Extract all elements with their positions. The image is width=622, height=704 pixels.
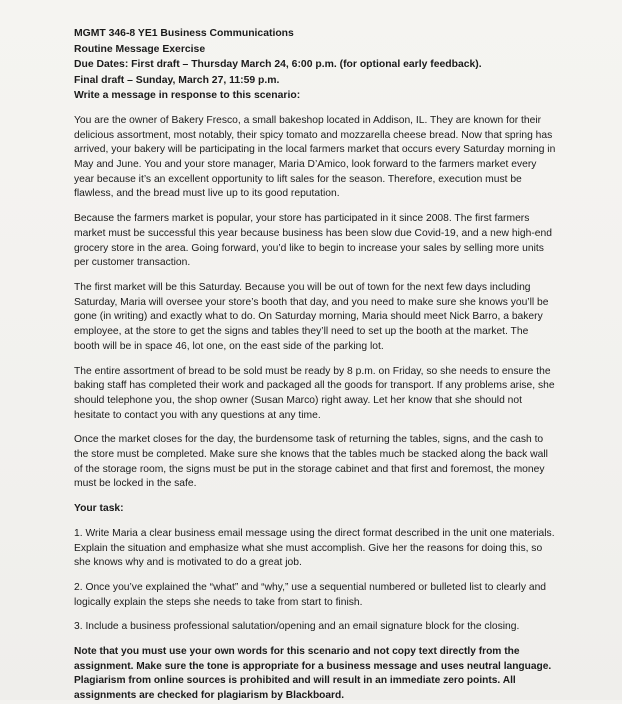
scenario-paragraph-1: You are the owner of Bakery Fresco, a small bakeshop located in Addison, IL. They are known for their delicious assortment, most notably, their spicy tomato and mozzarella cheese bread. Now that spring has arrived, your bakery will be participating in the local farmers market that occurs every Saturday morning in May and June. You and your store manager, Maria D’Amico, look forward to the farmers market every year because it’s an excellent opportunity to lift sales for the season. Therefore, execution must be flawless, and the bread must live up to its good reputation.	[74, 114, 556, 200]
task-section	[74, 502, 556, 704]
scenario-paragraph-3: The first market will be this Saturday. Because you will be out of town for the next few days including Saturday, Maria will oversee your store’s booth that day, and you need to make sure she knows you’ll be gone (in writing) and exactly what to do. On Saturday morning, Maria should meet Nick Barro, a bakery employee, at the store to get the signs and tables they’ll need to set up the booth at the market. The booth will be in space 46, lot one, on the east side of the parking lot.	[74, 282, 549, 352]
scenario-paragraph-2: Because the farmers market is popular, your store has participated in it since 2008. The first farmers market must be successful this year because business has been slow due Covid-19, and a new high-end grocery store in the area. Going forward, you’d like to begin to increase your sales by selling more units per customer transaction.	[74, 213, 552, 269]
plagiarism-note: Note that you must use your own words for this scenario and not copy text directly from the assignment. Make sure the tone is appropriate for a business message and uses neutral language. Plagiarism from online sources is prohibited and will result in an immediate zero points. All assignments are checked for plagiarism by Blackboard.	[74, 646, 552, 702]
task-item-2: 2. Once you’ve explained the “what” and “why,” use a sequential numbered or bulleted list to clearly and logically explain the steps she needs to take from start to finish.	[74, 581, 547, 608]
course-title: MGMT 346-8 YE1 Business Communications	[74, 28, 294, 39]
task-item-1: 1. Write Maria a clear business email message using the direct format described in the unit one materials. Explain the situation and emphasize what she must accomplish. Give her the reasons for doing this, so she knows why and is motivated to do a great job.	[74, 527, 555, 569]
scenario-body	[74, 114, 556, 492]
exercise-title: Routine Message Exercise	[74, 43, 206, 55]
scenario-paragraph-5: Once the market closes for the day, the burdensome task of returning the tables, signs, and the cash to the store must be completed. Make sure she knows that the tables much be stacked along the back wall of the storage room, the signs must be put in the storage cabinet and that first and foremost, the money must be locked in the safe.	[74, 434, 548, 490]
assignment-header	[74, 26, 556, 104]
instruction-line: Write a message in response to this scenario:	[74, 90, 301, 102]
scenario-paragraph-4: The entire assortment of bread to be sold must be ready by 8 p.m. on Friday, so she needs to ensure the baking staff has completed their work and packaged all the goods for transport. If any problems arise, she should telephone you, the shop owner (Susan Marco) right away. Let her know that she should not hesitate to contact you with any questions at any time.	[74, 365, 555, 421]
task-heading: Your task:	[74, 503, 124, 515]
due-date-final-draft: Final draft – Sunday, March 27, 11:59 p.m.	[74, 74, 280, 86]
task-item-3: 3. Include a business professional salutation/opening and an email signature block for the closing.	[74, 621, 520, 633]
due-date-first-draft: Due Dates: First draft – Thursday March 24, 6:00 p.m. (for optional early feedback).	[74, 59, 482, 71]
